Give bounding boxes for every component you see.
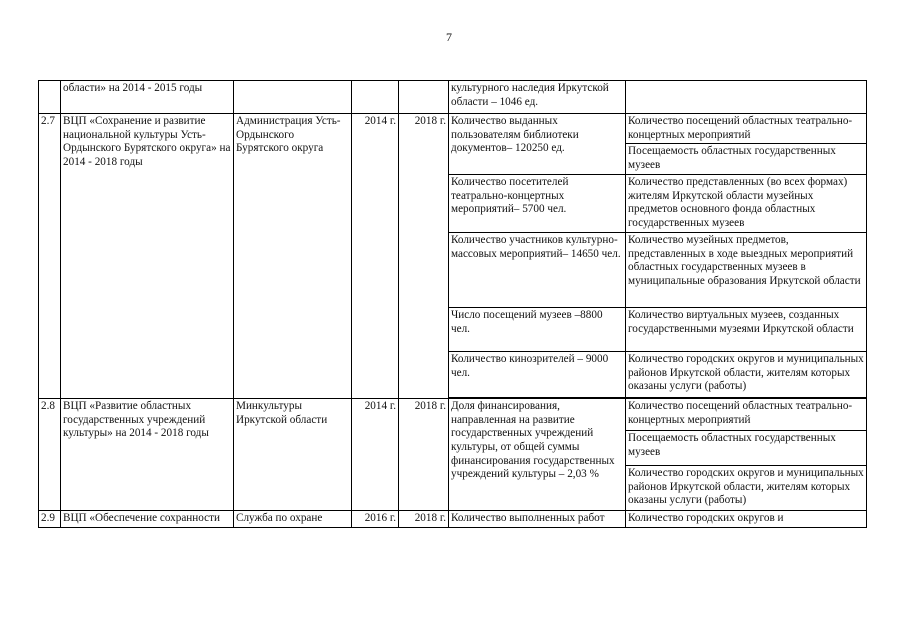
cell-indicator: культурного наследия Иркутской области – 1046 ед. [449, 81, 626, 114]
cell-executor: Служба по охране [234, 511, 352, 528]
cell-result: Посещаемость областных государственных музеев [626, 144, 867, 175]
cell-result: Количество посещений областных театрально-концертных мероприятий [626, 114, 867, 144]
cell-program: ВЦП «Развитие областных государственных учреждений культуры» на 2014 - 2018 годы [61, 399, 234, 511]
cell-indicator: Количество выполненных работ [449, 511, 626, 528]
cell-start: 2014 г. [352, 399, 399, 511]
cell-end [399, 81, 449, 114]
cell-indicator: Количество кинозрителей – 9000 чел. [449, 352, 626, 398]
cell-program: области» на 2014 - 2015 годы [61, 81, 234, 114]
cell-result: Количество представленных (во всех формах) жителям Иркутской области музейных предметов основного фонда областных государственных музеев [626, 175, 867, 233]
cell-start [352, 81, 399, 114]
cell-result: Количество виртуальных музеев, созданных государственными музеями Иркутской области [626, 308, 867, 352]
cell-num: 2.9 [39, 511, 61, 528]
cell-result: Количество музейных предметов, представленных в ходе выездных мероприятий областных государственных музеев в муниципальные образования Иркутской области [626, 233, 867, 308]
cell-program: ВЦП «Обеспечение сохранности [61, 511, 234, 528]
cell-result: Посещаемость областных государственных музеев [626, 431, 867, 466]
table-row [39, 399, 867, 431]
cell-indicator: Количество посетителей театрально-концертных мероприятий– 5700 чел. [449, 175, 626, 233]
table-row [39, 511, 867, 528]
program-table [38, 80, 867, 528]
cell-num: 2.7 [39, 114, 61, 399]
cell-end: 2018 г. [399, 114, 449, 399]
cell-result [626, 81, 867, 114]
cell-indicator: Число посещений музеев –8800 чел. [449, 308, 626, 352]
cell-start: 2016 г. [352, 511, 399, 528]
cell-program: ВЦП «Сохранение и развитие национальной культуры Усть-Ордынского Бурятского округа» на 2014 - 2018 годы [61, 114, 234, 399]
cell-result: Количество посещений областных театрально-концертных мероприятий [626, 399, 867, 431]
cell-num [39, 81, 61, 114]
cell-result: Количество городских округов и [626, 511, 867, 528]
cell-indicator: Количество участников культурно-массовых мероприятий– 14650 чел. [449, 233, 626, 308]
cell-result: Количество городских округов и муниципальных районов Иркутской области, жителям которых оказаны услуги (работы) [626, 466, 867, 511]
cell-result: Количество городских округов и муниципальных районов Иркутской области, жителям которых оказаны услуги (работы) [626, 352, 867, 398]
cell-end: 2018 г. [399, 511, 449, 528]
table-row [39, 114, 867, 144]
page-number: 7 [446, 30, 452, 44]
cell-indicator: Количество выданных пользователям библиотеки документов– 120250 ед. [449, 114, 626, 175]
table-row [39, 81, 867, 114]
cell-indicator: Доля финансирования, направленная на развитие государственных учреждений культуры, от общей суммы финансирования государственных учреждений культуры – 2,03 % [449, 399, 626, 511]
cell-start: 2014 г. [352, 114, 399, 399]
cell-num: 2.8 [39, 399, 61, 511]
cell-executor: Администрация Усть-Ордынского Бурятского округа [234, 114, 352, 399]
cell-end: 2018 г. [399, 399, 449, 511]
cell-executor [234, 81, 352, 114]
cell-executor: Минкультуры Иркутской области [234, 399, 352, 511]
